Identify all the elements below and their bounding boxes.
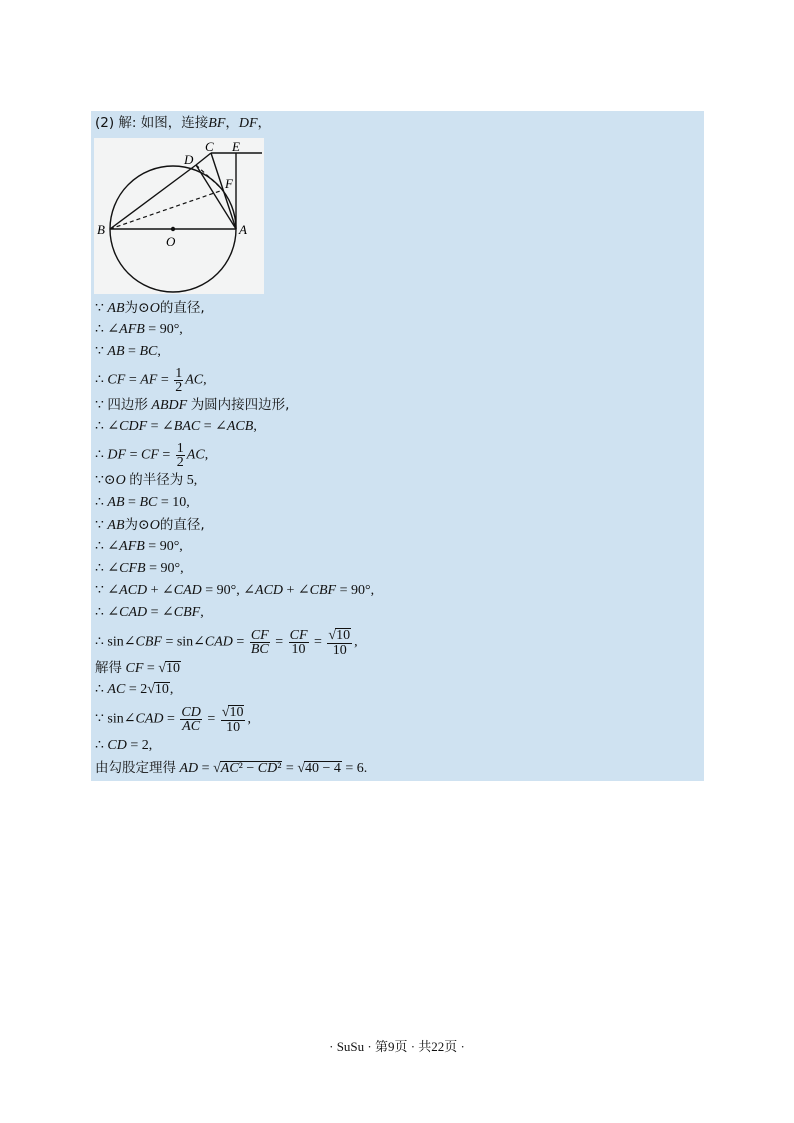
line-11: ∴ ∠AFB = 90°, (95, 539, 183, 554)
solution-header: (2) 解: 如图，连接BF，DF， (95, 115, 272, 131)
label-F: F (225, 176, 233, 191)
geometry-figure (94, 138, 264, 294)
label-O: O (166, 234, 176, 249)
line-17: ∴ AC = 2√10, (95, 682, 174, 697)
line-2: ∴ ∠AFB = 90°, (95, 322, 183, 337)
line-3: ∵ AB = BC, (95, 344, 161, 359)
line-4: ∴ CF = AF = $\frac{1}{2}$ AC, (95, 366, 207, 395)
line-9: ∴ AB = BC = 10, (95, 495, 190, 510)
line-10: ∵ AB为⊙O的直径, (95, 517, 205, 533)
label-A: A (239, 222, 247, 237)
label-E: E (232, 139, 240, 154)
line-8: ∵⊙O 的半径为 5, (95, 472, 198, 488)
line-15: ∴ sin∠CBF = sin∠CAD = $\frac{CF}{BC}$ = $\frac{CF}{10}$ = $\frac{√10}{10}$ , (95, 628, 358, 658)
line-19: ∴ CD = 2, (95, 738, 153, 753)
line-1: ∵ AB为⊙O的直径, (95, 300, 205, 316)
label-B: B (97, 222, 105, 237)
line-13: ∵ ∠ACD + ∠CAD = 90°, ∠ACD + ∠CBF = 90°, (95, 583, 375, 598)
line-16: 解得 CF = √10 (95, 660, 180, 676)
line-14: ∴ ∠CAD = ∠CBF, (95, 605, 204, 620)
line-7: ∴ DF = CF = $\frac{1}{2}$ AC, (95, 441, 209, 470)
page-footer: · SuSu · 第9页 · 共22页 · (329, 1039, 465, 1054)
label-D: D (184, 152, 194, 167)
line-12: ∴ ∠CFB = 90°, (95, 561, 184, 576)
line-18: ∵ sin∠CAD = $\frac{CD}{AC}$ = $\frac{√10}{10}$ , (95, 705, 251, 735)
solution-box (91, 111, 704, 781)
line-20: 由勾股定理得 AD = √AC² − CD² = √40 − 4 = 6. (95, 760, 368, 776)
label-C: C (205, 139, 214, 154)
line-5: ∵ 四边形 ABDF 为圆内接四边形, (95, 397, 290, 413)
circle-diagram (94, 138, 264, 294)
line-6: ∴ ∠CDF = ∠BAC = ∠ACB, (95, 419, 257, 434)
